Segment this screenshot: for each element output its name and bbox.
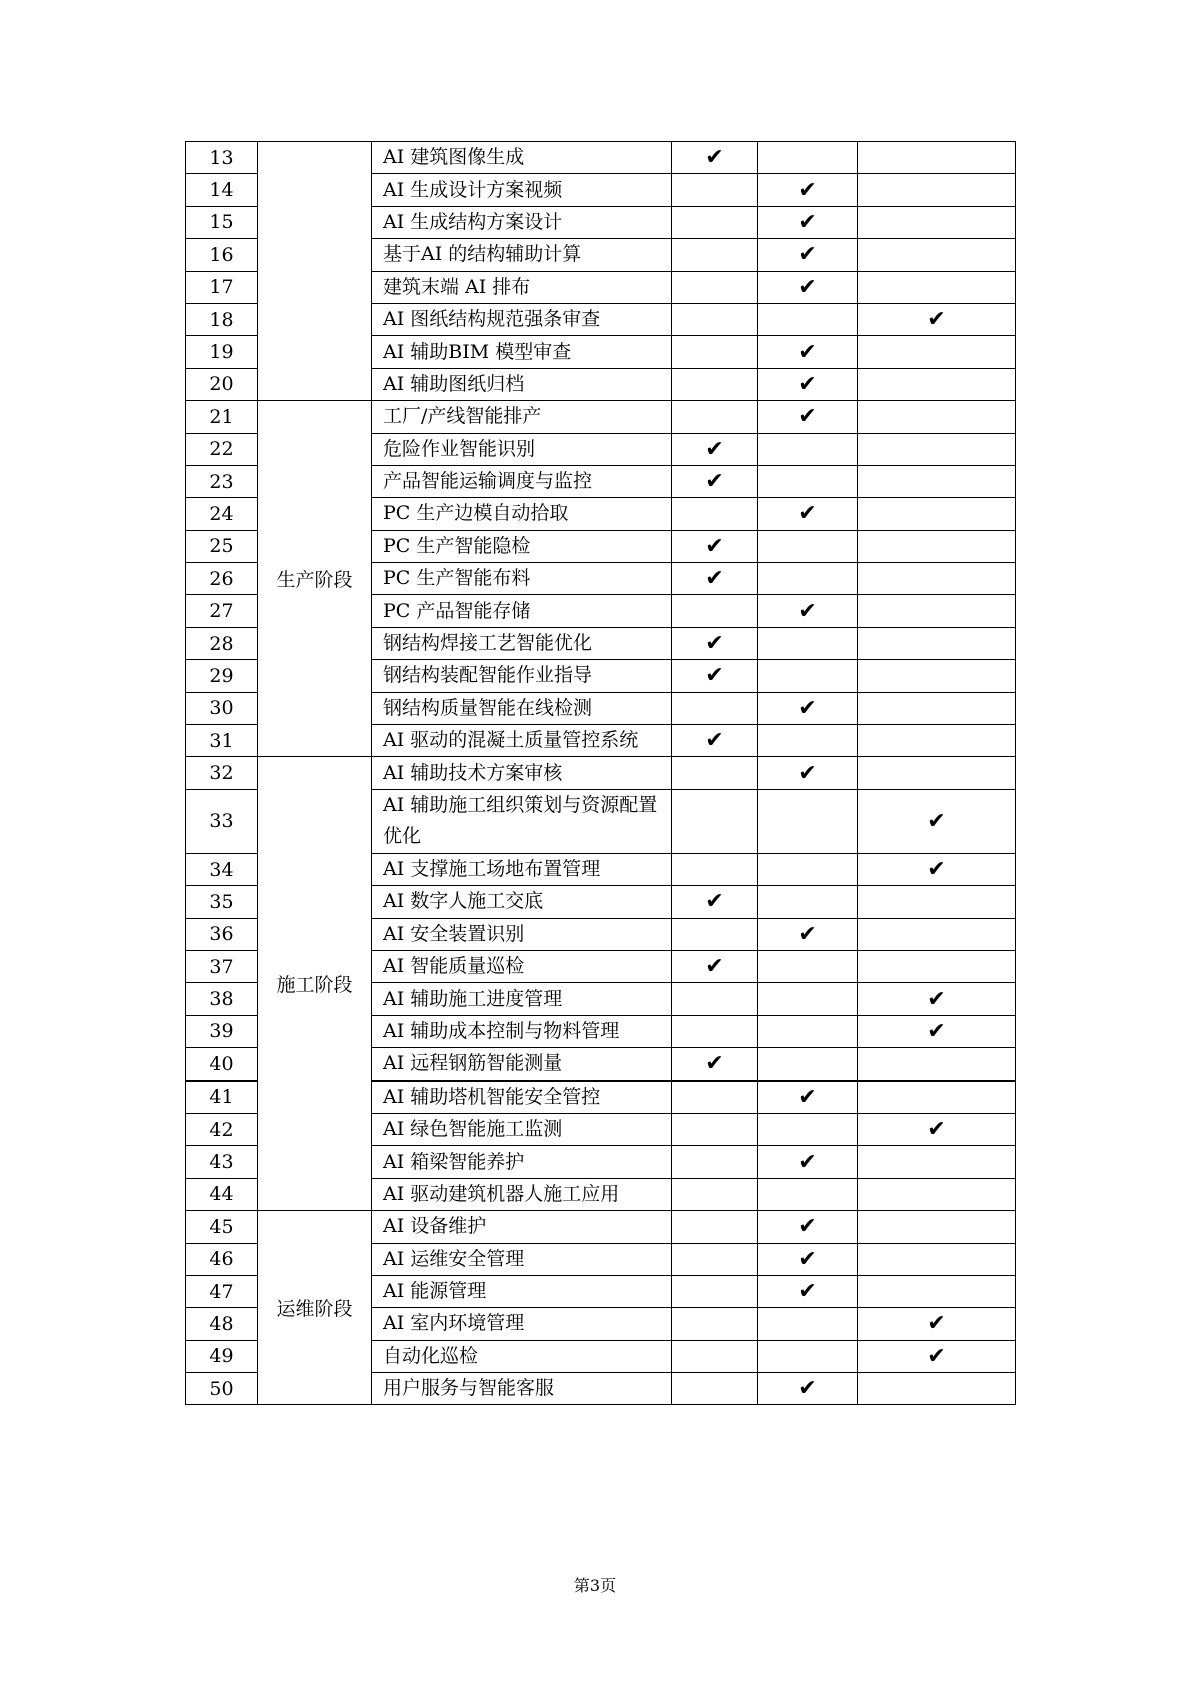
stage-label: 运维阶段 — [258, 1211, 372, 1405]
check-cell-2 — [758, 950, 858, 982]
check-cell-2 — [758, 498, 858, 530]
application-name: PC 生产智能隐检 — [372, 530, 672, 562]
check-cell-2 — [758, 142, 858, 174]
check-cell-2 — [758, 1211, 858, 1243]
check-mark-icon: ✔ — [705, 145, 724, 171]
stage-label — [258, 142, 372, 401]
check-cell-3 — [858, 789, 1016, 853]
row-number: 50 — [186, 1373, 258, 1405]
check-cell-2 — [758, 918, 858, 950]
check-cell-2 — [758, 1373, 858, 1405]
check-cell-3 — [858, 563, 1016, 595]
check-cell-1 — [672, 757, 758, 789]
row-number: 37 — [186, 950, 258, 982]
application-name: AI 辅助BIM 模型审查 — [372, 336, 672, 368]
check-mark-icon: ✔ — [705, 663, 724, 689]
check-mark-icon: ✔ — [798, 209, 817, 235]
application-name: AI 智能质量巡检 — [372, 950, 672, 982]
check-cell-3 — [858, 692, 1016, 724]
row-number: 29 — [186, 660, 258, 692]
application-name: AI 辅助图纸归档 — [372, 368, 672, 400]
check-cell-2 — [758, 789, 858, 853]
check-cell-3 — [858, 1146, 1016, 1178]
check-cell-2 — [758, 757, 858, 789]
check-cell-2 — [758, 401, 858, 433]
application-name: 钢结构质量智能在线检测 — [372, 692, 672, 724]
check-mark-icon: ✔ — [927, 307, 946, 333]
check-cell-1 — [672, 239, 758, 271]
check-cell-3 — [858, 595, 1016, 627]
row-number: 25 — [186, 530, 258, 562]
check-cell-2 — [758, 1340, 858, 1372]
check-cell-3 — [858, 1178, 1016, 1210]
application-name: AI 驱动建筑机器人施工应用 — [372, 1178, 672, 1210]
application-name: PC 生产智能布料 — [372, 563, 672, 595]
check-cell-3 — [858, 1015, 1016, 1047]
check-cell-3 — [858, 530, 1016, 562]
check-mark-icon: ✔ — [705, 954, 724, 980]
check-mark-icon: ✔ — [927, 1343, 946, 1369]
check-cell-2 — [758, 1015, 858, 1047]
check-mark-icon: ✔ — [798, 274, 817, 300]
check-mark-icon: ✔ — [927, 808, 946, 834]
check-cell-1 — [672, 918, 758, 950]
row-number: 34 — [186, 853, 258, 885]
check-cell-3 — [858, 1275, 1016, 1307]
check-cell-1 — [672, 530, 758, 562]
check-mark-icon: ✔ — [798, 598, 817, 624]
check-mark-icon: ✔ — [705, 469, 724, 495]
application-name: AI 辅助成本控制与物料管理 — [372, 1015, 672, 1047]
application-name: AI 箱梁智能养护 — [372, 1146, 672, 1178]
check-cell-1 — [672, 627, 758, 659]
check-cell-1 — [672, 886, 758, 918]
row-number: 41 — [186, 1081, 258, 1114]
check-cell-3 — [858, 206, 1016, 238]
application-name: AI 辅助塔机智能安全管控 — [372, 1081, 672, 1114]
check-mark-icon: ✔ — [705, 1051, 724, 1077]
application-name: PC 产品智能存储 — [372, 595, 672, 627]
application-name: AI 支撑施工场地布置管理 — [372, 853, 672, 885]
check-cell-1 — [672, 336, 758, 368]
check-mark-icon: ✔ — [798, 404, 817, 430]
check-cell-1 — [672, 692, 758, 724]
check-cell-2 — [758, 530, 858, 562]
check-cell-1 — [672, 983, 758, 1015]
application-name: AI 驱动的混凝土质量管控系统 — [372, 725, 672, 757]
check-mark-icon: ✔ — [927, 1117, 946, 1143]
row-number: 43 — [186, 1146, 258, 1178]
row-number: 40 — [186, 1048, 258, 1081]
application-name: AI 安全装置识别 — [372, 918, 672, 950]
check-mark-icon: ✔ — [927, 1018, 946, 1044]
table-row — [186, 401, 1016, 433]
check-mark-icon: ✔ — [927, 986, 946, 1012]
row-number: 38 — [186, 983, 258, 1015]
check-cell-1 — [672, 1308, 758, 1340]
check-cell-3 — [858, 401, 1016, 433]
check-cell-1 — [672, 950, 758, 982]
check-mark-icon: ✔ — [705, 728, 724, 754]
application-name: 自动化巡检 — [372, 1340, 672, 1372]
row-number: 14 — [186, 174, 258, 206]
check-cell-3 — [858, 660, 1016, 692]
row-number: 42 — [186, 1113, 258, 1145]
check-cell-2 — [758, 1275, 858, 1307]
row-number: 30 — [186, 692, 258, 724]
check-cell-2 — [758, 1081, 858, 1114]
check-mark-icon: ✔ — [705, 436, 724, 462]
check-cell-3 — [858, 368, 1016, 400]
check-cell-1 — [672, 1211, 758, 1243]
application-name: AI 能源管理 — [372, 1275, 672, 1307]
check-cell-1 — [672, 1243, 758, 1275]
table-row — [186, 142, 1016, 174]
check-cell-3 — [858, 142, 1016, 174]
check-cell-1 — [672, 1275, 758, 1307]
check-cell-2 — [758, 465, 858, 497]
application-name: 建筑末端 AI 排布 — [372, 271, 672, 303]
check-cell-3 — [858, 853, 1016, 885]
row-number: 49 — [186, 1340, 258, 1372]
row-number: 36 — [186, 918, 258, 950]
row-number: 44 — [186, 1178, 258, 1210]
check-cell-1 — [672, 789, 758, 853]
check-cell-2 — [758, 239, 858, 271]
row-number: 17 — [186, 271, 258, 303]
check-cell-1 — [672, 271, 758, 303]
check-cell-3 — [858, 1243, 1016, 1275]
check-cell-3 — [858, 1373, 1016, 1405]
check-cell-2 — [758, 174, 858, 206]
row-number: 18 — [186, 303, 258, 335]
check-cell-2 — [758, 368, 858, 400]
check-cell-1 — [672, 1081, 758, 1114]
application-name: 危险作业智能识别 — [372, 433, 672, 465]
row-number: 35 — [186, 886, 258, 918]
check-cell-2 — [758, 853, 858, 885]
row-number: 33 — [186, 789, 258, 853]
check-cell-3 — [858, 336, 1016, 368]
stage-label: 施工阶段 — [258, 757, 372, 1211]
check-cell-1 — [672, 465, 758, 497]
check-cell-3 — [858, 950, 1016, 982]
application-name: 钢结构焊接工艺智能优化 — [372, 627, 672, 659]
check-cell-3 — [858, 498, 1016, 530]
check-mark-icon: ✔ — [705, 533, 724, 559]
application-table — [185, 141, 1016, 1405]
row-number: 20 — [186, 368, 258, 400]
check-mark-icon: ✔ — [927, 1311, 946, 1337]
check-cell-1 — [672, 433, 758, 465]
check-cell-3 — [858, 918, 1016, 950]
check-cell-3 — [858, 1113, 1016, 1145]
check-cell-3 — [858, 1340, 1016, 1372]
check-cell-2 — [758, 660, 858, 692]
check-cell-2 — [758, 595, 858, 627]
row-number: 48 — [186, 1308, 258, 1340]
row-number: 15 — [186, 206, 258, 238]
row-number: 16 — [186, 239, 258, 271]
check-cell-3 — [858, 1048, 1016, 1081]
check-cell-2 — [758, 1048, 858, 1081]
check-cell-2 — [758, 1308, 858, 1340]
check-cell-2 — [758, 1113, 858, 1145]
row-number: 45 — [186, 1211, 258, 1243]
check-cell-1 — [672, 142, 758, 174]
check-cell-2 — [758, 725, 858, 757]
check-cell-3 — [858, 1211, 1016, 1243]
check-cell-2 — [758, 627, 858, 659]
check-cell-2 — [758, 433, 858, 465]
check-cell-1 — [672, 303, 758, 335]
check-mark-icon: ✔ — [798, 1376, 817, 1402]
application-name: PC 生产边模自动拾取 — [372, 498, 672, 530]
row-number: 31 — [186, 725, 258, 757]
check-mark-icon: ✔ — [798, 1279, 817, 1305]
application-name: AI 室内环境管理 — [372, 1308, 672, 1340]
check-mark-icon: ✔ — [798, 760, 817, 786]
application-name: 工厂/产线智能排产 — [372, 401, 672, 433]
application-name: AI 生成设计方案视频 — [372, 174, 672, 206]
check-cell-1 — [672, 660, 758, 692]
check-cell-1 — [672, 1113, 758, 1145]
check-cell-1 — [672, 206, 758, 238]
row-number: 28 — [186, 627, 258, 659]
application-name: AI 辅助施工组织策划与资源配置优化 — [372, 789, 672, 853]
row-number: 13 — [186, 142, 258, 174]
page-number: 第3页 — [573, 1576, 617, 1595]
row-number: 19 — [186, 336, 258, 368]
check-cell-2 — [758, 692, 858, 724]
check-cell-1 — [672, 853, 758, 885]
check-mark-icon: ✔ — [798, 1084, 817, 1110]
check-cell-1 — [672, 1373, 758, 1405]
table-row — [186, 757, 1016, 789]
check-cell-2 — [758, 563, 858, 595]
check-cell-2 — [758, 983, 858, 1015]
row-number: 23 — [186, 465, 258, 497]
application-name: AI 运维安全管理 — [372, 1243, 672, 1275]
application-name: 钢结构装配智能作业指导 — [372, 660, 672, 692]
check-cell-3 — [858, 757, 1016, 789]
check-mark-icon: ✔ — [798, 1214, 817, 1240]
check-cell-2 — [758, 886, 858, 918]
check-mark-icon: ✔ — [705, 566, 724, 592]
application-name: AI 辅助技术方案审核 — [372, 757, 672, 789]
application-name: AI 建筑图像生成 — [372, 142, 672, 174]
table-row — [186, 1211, 1016, 1243]
row-number: 21 — [186, 401, 258, 433]
check-cell-1 — [672, 595, 758, 627]
check-cell-1 — [672, 563, 758, 595]
check-cell-1 — [672, 401, 758, 433]
check-mark-icon: ✔ — [927, 857, 946, 882]
check-mark-icon: ✔ — [798, 177, 817, 203]
check-cell-3 — [858, 465, 1016, 497]
check-mark-icon: ✔ — [705, 631, 724, 657]
check-cell-2 — [758, 1178, 858, 1210]
check-cell-3 — [858, 303, 1016, 335]
row-number: 39 — [186, 1015, 258, 1047]
check-cell-2 — [758, 271, 858, 303]
check-cell-1 — [672, 1340, 758, 1372]
check-mark-icon: ✔ — [798, 1149, 817, 1175]
application-name: 用户服务与智能客服 — [372, 1373, 672, 1405]
check-cell-2 — [758, 336, 858, 368]
check-cell-2 — [758, 206, 858, 238]
check-cell-3 — [858, 886, 1016, 918]
table-body — [186, 142, 1016, 1405]
check-cell-1 — [672, 725, 758, 757]
check-mark-icon: ✔ — [705, 889, 724, 915]
application-name: AI 辅助施工进度管理 — [372, 983, 672, 1015]
check-cell-3 — [858, 433, 1016, 465]
application-name: AI 远程钢筋智能测量 — [372, 1048, 672, 1081]
row-number: 47 — [186, 1275, 258, 1307]
check-cell-2 — [758, 1243, 858, 1275]
check-cell-1 — [672, 1015, 758, 1047]
check-cell-1 — [672, 1146, 758, 1178]
check-cell-1 — [672, 1048, 758, 1081]
check-mark-icon: ✔ — [798, 921, 817, 947]
check-cell-1 — [672, 1178, 758, 1210]
application-name: AI 图纸结构规范强条审查 — [372, 303, 672, 335]
application-name: AI 设备维护 — [372, 1211, 672, 1243]
application-name: 产品智能运输调度与监控 — [372, 465, 672, 497]
row-number: 32 — [186, 757, 258, 789]
row-number: 24 — [186, 498, 258, 530]
row-number: 22 — [186, 433, 258, 465]
check-cell-2 — [758, 1146, 858, 1178]
check-cell-3 — [858, 1081, 1016, 1114]
check-mark-icon: ✔ — [798, 242, 817, 268]
check-cell-3 — [858, 1308, 1016, 1340]
application-name: AI 生成结构方案设计 — [372, 206, 672, 238]
application-name: 基于AI 的结构辅助计算 — [372, 239, 672, 271]
stage-label: 生产阶段 — [258, 401, 372, 757]
check-cell-3 — [858, 983, 1016, 1015]
check-cell-3 — [858, 627, 1016, 659]
check-cell-1 — [672, 368, 758, 400]
check-mark-icon: ✔ — [798, 1246, 817, 1272]
application-name: AI 绿色智能施工监测 — [372, 1113, 672, 1145]
check-cell-3 — [858, 725, 1016, 757]
check-mark-icon: ✔ — [798, 501, 817, 527]
check-mark-icon: ✔ — [798, 695, 817, 721]
row-number: 27 — [186, 595, 258, 627]
application-name: AI 数字人施工交底 — [372, 886, 672, 918]
check-cell-2 — [758, 303, 858, 335]
check-cell-3 — [858, 271, 1016, 303]
check-cell-3 — [858, 174, 1016, 206]
check-mark-icon: ✔ — [798, 339, 817, 365]
row-number: 46 — [186, 1243, 258, 1275]
row-number: 26 — [186, 563, 258, 595]
check-cell-1 — [672, 174, 758, 206]
check-cell-1 — [672, 498, 758, 530]
check-mark-icon: ✔ — [798, 371, 817, 397]
check-cell-3 — [858, 239, 1016, 271]
